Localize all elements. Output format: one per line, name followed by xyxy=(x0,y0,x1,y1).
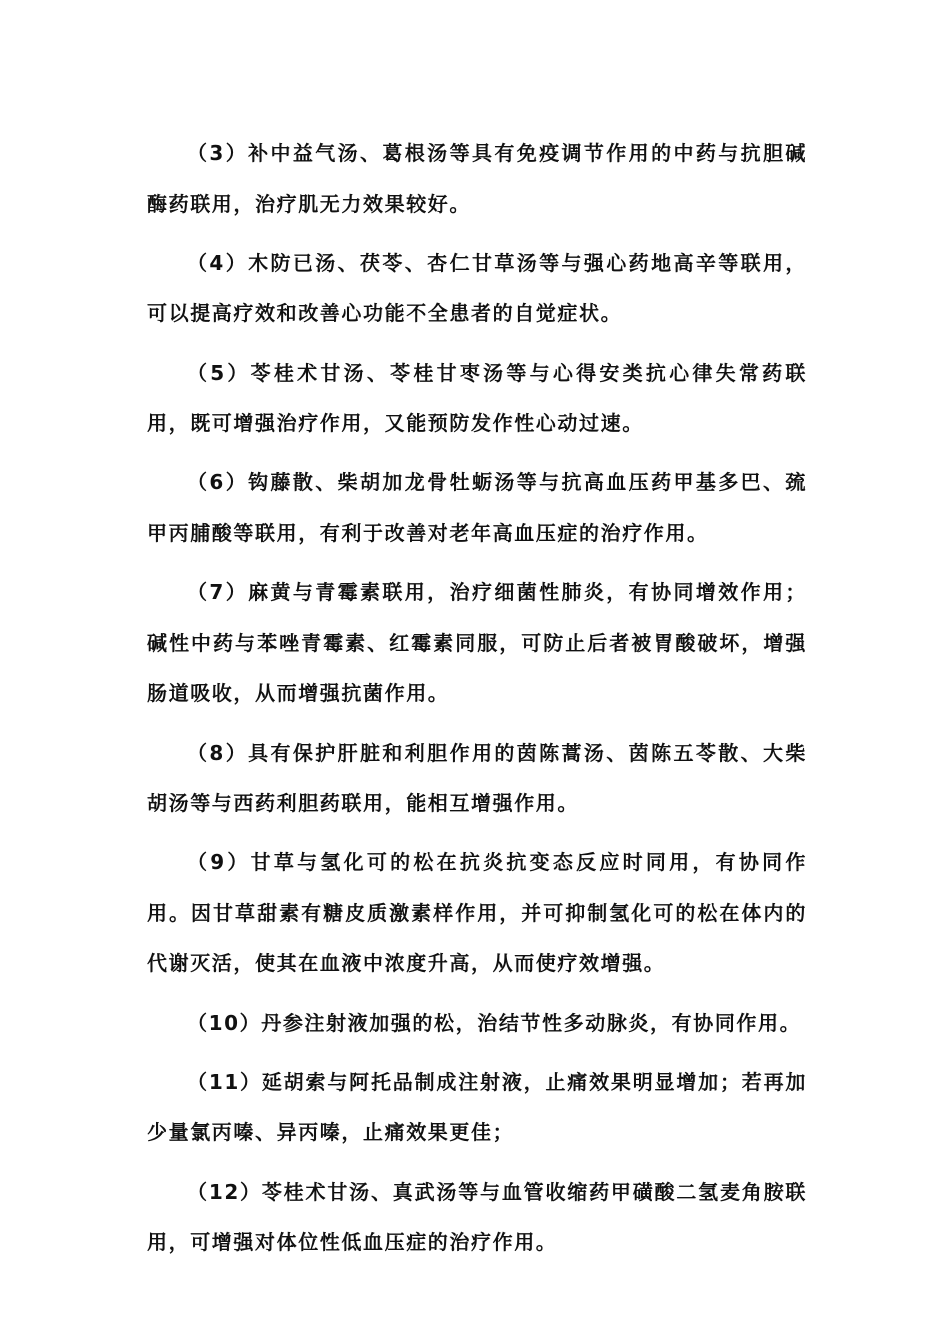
paragraph-item-9: （9）甘草与氢化可的松在抗炎抗变态反应时同用，有协同作用。因甘草甜素有糖皮质激素样作用，并可抑制氢化可的松在体内的代谢灭活，使其在血液中浓度升高，从而使疗效增强。 xyxy=(147,850,807,976)
paragraph-item-11: （11）延胡索与阿托品制成注射液，止痛效果明显增加；若再加少量氯丙嗪、异丙嗪，止痛效果更佳； xyxy=(147,1069,807,1145)
paragraph-item-7: （7）麻黄与青霉素联用，治疗细菌性肺炎，有协同增效作用；碱性中药与苯唑青霉素、红霉素同服，可防止后者被胃酸破坏，增强肠道吸收，从而增强抗菌作用。 xyxy=(147,580,807,706)
paragraph-item-5: （5）苓桂术甘汤、苓桂甘枣汤等与心得安类抗心律失常药联用，既可增强治疗作用，又能预防发作性心动过速。 xyxy=(147,360,807,436)
document-body xyxy=(147,128,807,1276)
paragraph-item-10: （10）丹参注射液加强的松，治结节性多动脉炎，有协同作用。 xyxy=(187,1010,802,1035)
paragraph-item-12: （12）苓桂术甘汤、真武汤等与血管收缩药甲磺酸二氢麦角胺联用，可增强对体位性低血压症的治疗作用。 xyxy=(147,1179,807,1255)
paragraph-item-6: （6）钩藤散、柴胡加龙骨牡蛎汤等与抗高血压药甲基多巴、巯甲丙脯酸等联用，有利于改善对老年高血压症的治疗作用。 xyxy=(147,470,807,545)
paragraph-item-8: （8）具有保护肝脏和利胆作用的茵陈蒿汤、茵陈五苓散、大柴胡汤等与西药利胆药联用，能相互增强作用。 xyxy=(147,740,807,816)
paragraph-item-3: （3）补中益气汤、葛根汤等具有免疫调节作用的中药与抗胆碱酶药联用，治疗肌无力效果较好。 xyxy=(147,141,807,216)
paragraph-item-4: （4）木防已汤、茯苓、杏仁甘草汤等与强心药地高辛等联用，可以提高疗效和改善心功能不全患者的自觉症状。 xyxy=(147,250,807,326)
